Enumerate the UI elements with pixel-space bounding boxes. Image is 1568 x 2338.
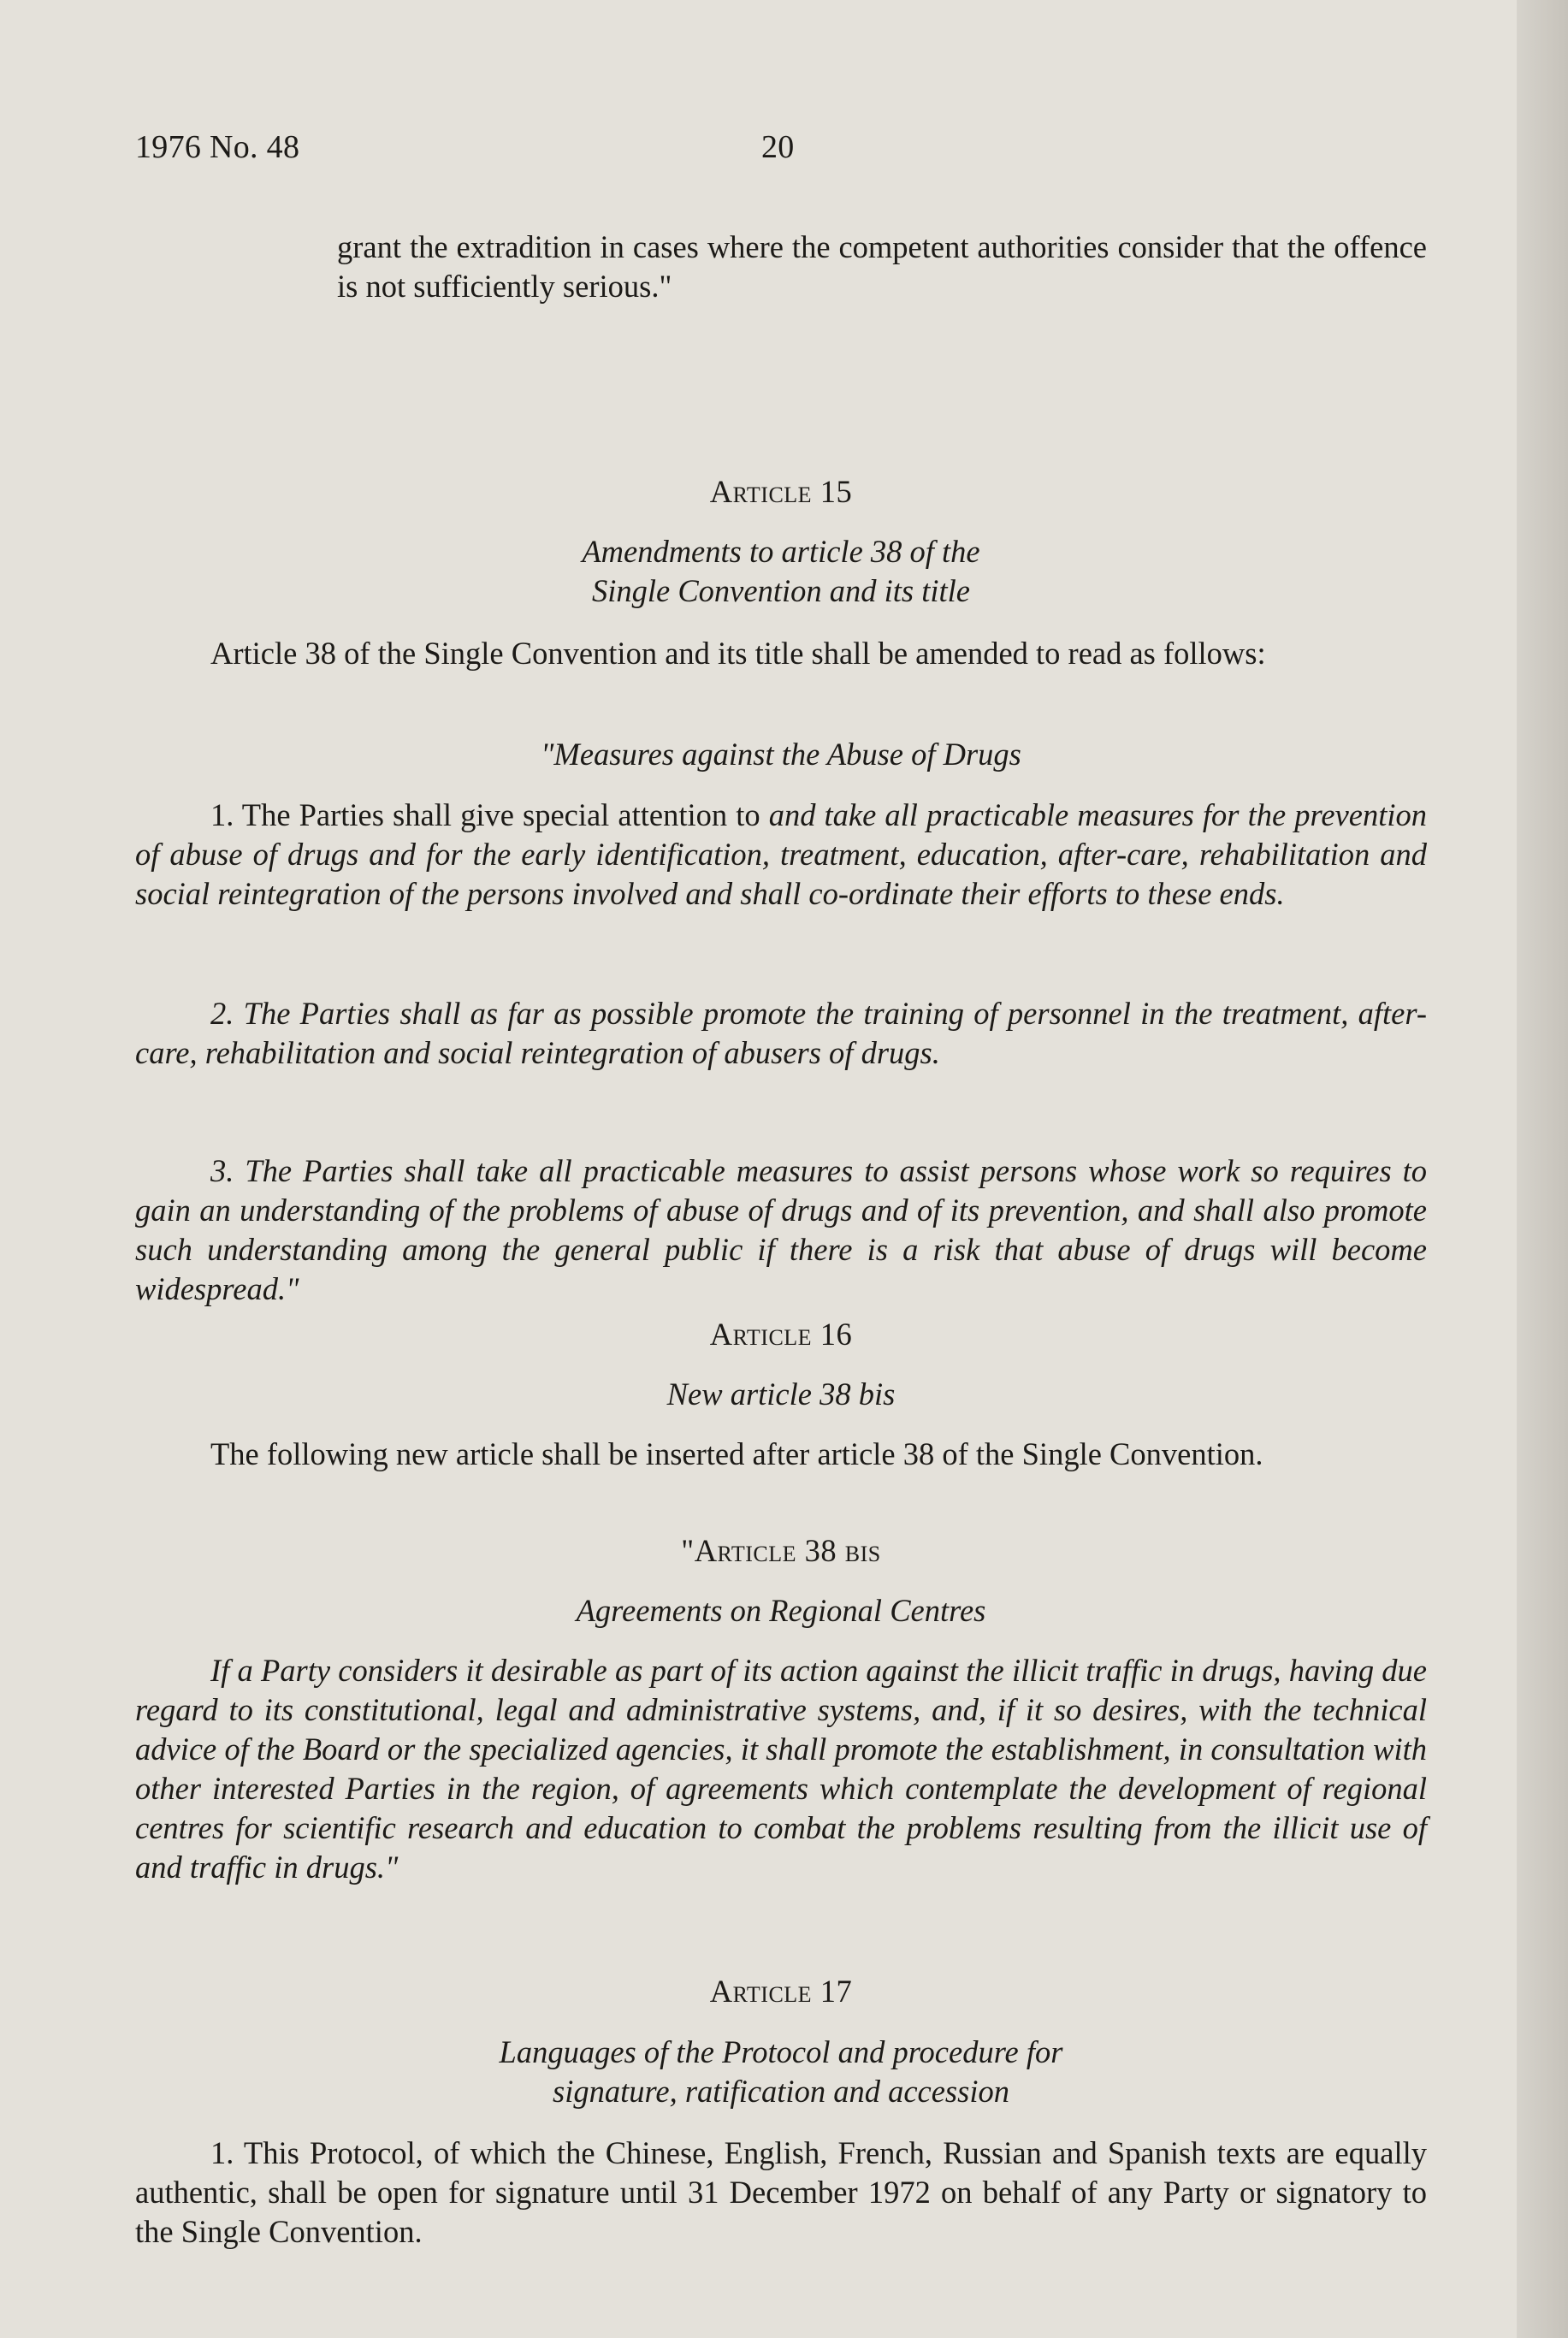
- article-16-heading: Article 16: [709, 1317, 853, 1352]
- article-15-para-3: 3. The Parties shall take all practicable measures to assist persons whose work so requires to gain an understanding of the problems of abuse of drugs and of its prevention, and shall also promote such understanding among the general public if there is a risk that abuse of drugs will become widespread.": [135, 1153, 1427, 1306]
- article-15-heading: Article 15: [709, 474, 853, 509]
- article-38-bis-title: Agreements on Regional Centres: [576, 1593, 986, 1628]
- continuation-text: grant the extradition in cases where the competent authorities consider that the offence is not sufficiently serious.": [337, 229, 1427, 304]
- article-38-bis-heading: "Article 38 bis: [681, 1533, 881, 1568]
- article-15-title: Amendments to article 38 of the Single Convention and its title: [582, 534, 980, 608]
- year-number: 1976 No. 48: [135, 129, 300, 165]
- article-15-intro: Article 38 of the Single Convention and its title shall be amended to read as follows:: [210, 636, 1266, 671]
- article-15-quote-title: "Measures against the Abuse of Drugs: [541, 737, 1021, 772]
- article-38-bis-body: If a Party considers it desirable as part of its action against the illicit traffic in drugs, having due regard to its constitutional, legal and administrative systems, and, if it so desires, with the technical advice of the Board or the specialized agencies, it shall promote the establishment, in consultation with other interested Parties in the region, of agreements which contemplate the development of regional centres for scientific research and education to combat the problems resulting from the illicit use of and traffic in drugs.": [135, 1653, 1427, 1885]
- article-16-title: New article 38 bis: [666, 1376, 896, 1412]
- article-15-para-2: 2. The Parties shall as far as possible promote the training of personnel in the treatment, after-care, rehabilitation and social reintegration of abusers of drugs.: [135, 996, 1427, 1070]
- para-1-lead: 1. The Parties shall give special attention to: [210, 797, 769, 832]
- page-edge: [1517, 0, 1568, 2338]
- para-1-italic: and take all practicable measures for the prevention of abuse of drugs and for the early identification, treatment, education, after-care, rehabilitation and social reintegration of the persons involved and shall co-ordinate their efforts to these ends.: [135, 797, 1427, 911]
- article-16-intro: The following new article shall be inserted after article 38 of the Single Convention.: [210, 1436, 1263, 1471]
- article-17-title: Languages of the Protocol and procedure for signature, ratification and accession: [499, 2034, 1063, 2109]
- article-15-para-1: [135, 796, 1427, 914]
- article-17-heading: Article 17: [709, 1974, 853, 2009]
- article-17-para-1: 1. This Protocol, of which the Chinese, English, French, Russian and Spanish texts are equally authentic, shall be open for signature until 31 December 1972 on behalf of any Party or signatory to the Single Convention.: [135, 2135, 1427, 2249]
- page-header: [135, 128, 795, 166]
- page-number: 20: [761, 129, 795, 165]
